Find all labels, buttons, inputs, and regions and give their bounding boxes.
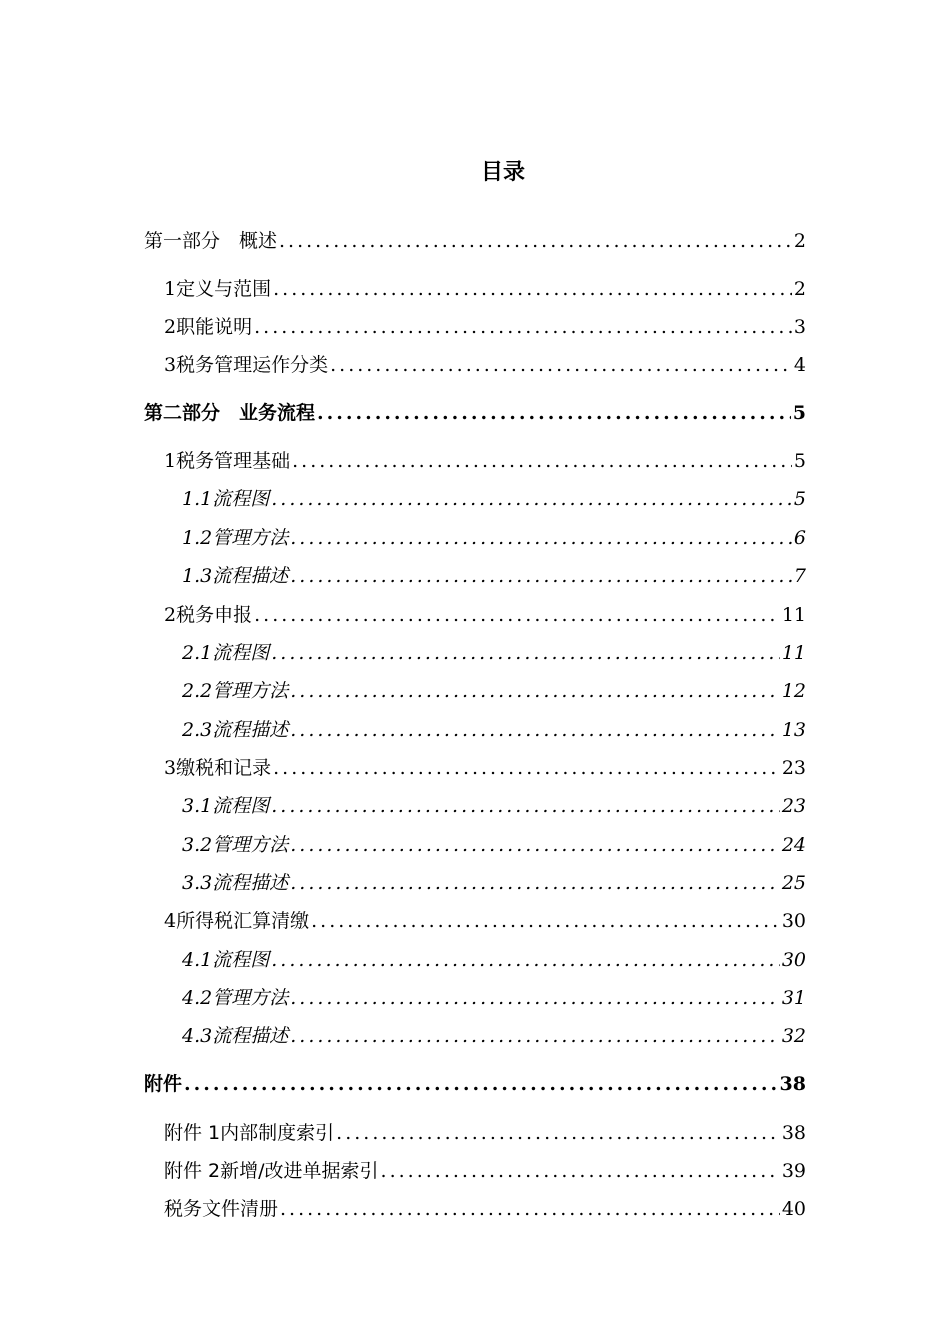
toc-entry-text: 流程图 <box>212 642 270 664</box>
toc-entry[interactable] <box>164 600 806 630</box>
toc-entry-text: 税务申报 <box>176 604 253 626</box>
toc-entry-number: 4.1 <box>182 949 213 971</box>
toc-entry[interactable] <box>182 791 806 821</box>
toc-entry-page: 3 <box>793 316 806 338</box>
toc-entry[interactable] <box>182 830 806 860</box>
toc-entry-number: 3 <box>164 757 177 779</box>
toc-entry[interactable] <box>164 350 806 380</box>
dot-leader <box>252 600 780 630</box>
toc-entry[interactable] <box>182 484 806 514</box>
dot-leader <box>271 274 792 304</box>
toc-entry-page: 6 <box>793 527 806 549</box>
toc-entry-text: 税务管理基础 <box>176 450 291 472</box>
toc-entry-text: 税务管理运作分类 <box>176 354 329 376</box>
dot-leader <box>269 791 780 821</box>
toc-entry-text: 所得税汇算清缴 <box>176 910 310 932</box>
toc-entry-text: 内部制度索引 <box>220 1122 335 1144</box>
dot-leader <box>315 398 791 428</box>
toc-entry[interactable] <box>182 715 806 745</box>
toc-entry-page: 40 <box>781 1198 806 1220</box>
toc-entry-text: 管理方法 <box>212 987 289 1009</box>
toc-entry-number: 1.1 <box>182 488 213 510</box>
toc-entry-number: 2 <box>164 604 177 626</box>
toc-entry-text: 流程图 <box>212 795 270 817</box>
toc-entry[interactable] <box>164 1194 806 1224</box>
toc-entry-number: 3.3 <box>182 872 213 894</box>
toc-entry[interactable] <box>144 398 806 428</box>
dot-leader <box>288 983 780 1013</box>
toc-entry-text: 缴税和记录 <box>176 757 272 779</box>
toc-entry-page: 24 <box>781 834 806 856</box>
toc-entry-text: 管理方法 <box>212 834 289 856</box>
toc-entry-page: 39 <box>781 1160 806 1182</box>
toc-entry-number: 3.2 <box>182 834 213 856</box>
toc-entry-page: 25 <box>781 872 806 894</box>
toc-entry-text: 第二部分 业务流程 <box>144 402 316 424</box>
dot-leader <box>288 715 780 745</box>
dot-leader <box>334 1118 780 1148</box>
toc-entry-number: 1 <box>164 278 177 300</box>
toc-entry-number: 4 <box>164 910 177 932</box>
toc-entry[interactable] <box>164 753 806 783</box>
toc-entry-number: 2.2 <box>182 680 213 702</box>
toc-entry-page: 4 <box>793 354 806 376</box>
toc-entry[interactable] <box>182 868 806 898</box>
toc-entry-page: 7 <box>793 565 806 587</box>
dot-leader <box>290 446 792 476</box>
toc-entry-page: 13 <box>781 719 806 741</box>
toc-entry[interactable] <box>182 676 806 706</box>
toc-entry[interactable] <box>164 312 806 342</box>
toc-entry-number: 3.1 <box>182 795 213 817</box>
toc-entry-page: 5 <box>792 402 806 424</box>
toc-entry-page: 38 <box>781 1122 806 1144</box>
toc-entry-text: 定义与范围 <box>176 278 272 300</box>
toc-entry-page: 31 <box>781 987 806 1009</box>
toc-entry-number: 附件 2 <box>164 1160 221 1182</box>
toc-entry[interactable] <box>182 1021 806 1051</box>
toc-entry-text: 流程描述 <box>212 719 289 741</box>
toc-entry-text: 管理方法 <box>212 680 289 702</box>
toc-entry-page: 12 <box>781 680 806 702</box>
toc-entry[interactable] <box>144 1069 806 1099</box>
dot-leader <box>288 868 780 898</box>
toc-entry[interactable] <box>164 274 806 304</box>
toc-entry-text: 流程描述 <box>212 872 289 894</box>
toc-entry-text: 第一部分 概述 <box>144 230 278 252</box>
dot-leader <box>288 1021 780 1051</box>
toc-entry-page: 38 <box>779 1073 806 1095</box>
toc-entry-number: 2.1 <box>182 642 213 664</box>
toc-entry[interactable] <box>182 638 806 668</box>
toc-entry[interactable] <box>164 906 806 936</box>
toc-entry-page: 23 <box>781 795 806 817</box>
dot-leader <box>288 561 792 591</box>
dot-leader <box>182 1069 778 1099</box>
toc-entry-number: 1 <box>164 450 177 472</box>
toc-entry-page: 5 <box>793 450 806 472</box>
toc-entry-text: 流程描述 <box>212 1025 289 1047</box>
toc-entry-text: 新增/改进单据索引 <box>220 1160 379 1182</box>
toc-entry[interactable] <box>182 945 806 975</box>
toc-entry-text: 管理方法 <box>212 527 289 549</box>
dot-leader <box>269 484 792 514</box>
dot-leader <box>288 830 780 860</box>
dot-leader <box>379 1156 780 1186</box>
dot-leader <box>269 638 780 668</box>
toc-entry-page: 11 <box>781 604 806 626</box>
toc-entry-page: 32 <box>781 1025 806 1047</box>
toc-entry-number: 2.3 <box>182 719 213 741</box>
toc-entry-page: 23 <box>781 757 806 779</box>
dot-leader <box>309 906 780 936</box>
dot-leader <box>252 312 792 342</box>
toc-entry-number: 4.3 <box>182 1025 213 1047</box>
toc-entry-number: 3 <box>164 354 177 376</box>
toc-entry-text: 流程图 <box>212 949 270 971</box>
toc-entry[interactable] <box>164 1118 806 1148</box>
toc-entry-number: 2 <box>164 316 177 338</box>
toc-entry-page: 5 <box>793 488 806 510</box>
page-title: 目录 <box>480 160 525 185</box>
dot-leader <box>288 676 780 706</box>
toc-entry-text: 附件 <box>144 1073 183 1095</box>
dot-leader <box>278 1194 780 1224</box>
dot-leader <box>288 523 792 553</box>
toc-entry-number: 附件 1 <box>164 1122 221 1144</box>
toc-entry-text: 职能说明 <box>176 316 253 338</box>
toc-entry-number: 4.2 <box>182 987 213 1009</box>
toc-entry-page: 30 <box>781 910 806 932</box>
toc-entry-number: 1.2 <box>182 527 213 549</box>
dot-leader <box>271 753 780 783</box>
toc-entry[interactable] <box>164 1156 806 1186</box>
toc-entry[interactable] <box>164 446 806 476</box>
toc-entry-text: 流程图 <box>212 488 270 510</box>
dot-leader <box>277 226 792 256</box>
toc-entry-number: 1.3 <box>182 565 213 587</box>
toc-entry[interactable] <box>144 226 806 256</box>
toc-entry[interactable] <box>182 983 806 1013</box>
toc-entry-page: 11 <box>781 642 806 664</box>
toc-entry[interactable] <box>182 561 806 591</box>
toc-entry-text: 流程描述 <box>212 565 289 587</box>
toc-entry[interactable] <box>182 523 806 553</box>
dot-leader <box>269 945 780 975</box>
dot-leader <box>328 350 792 380</box>
toc-entry-page: 2 <box>793 278 806 300</box>
toc-entry-text: 税务文件清册 <box>164 1198 279 1220</box>
toc-entry-page: 2 <box>793 230 806 252</box>
toc-entry-page: 30 <box>781 949 806 971</box>
